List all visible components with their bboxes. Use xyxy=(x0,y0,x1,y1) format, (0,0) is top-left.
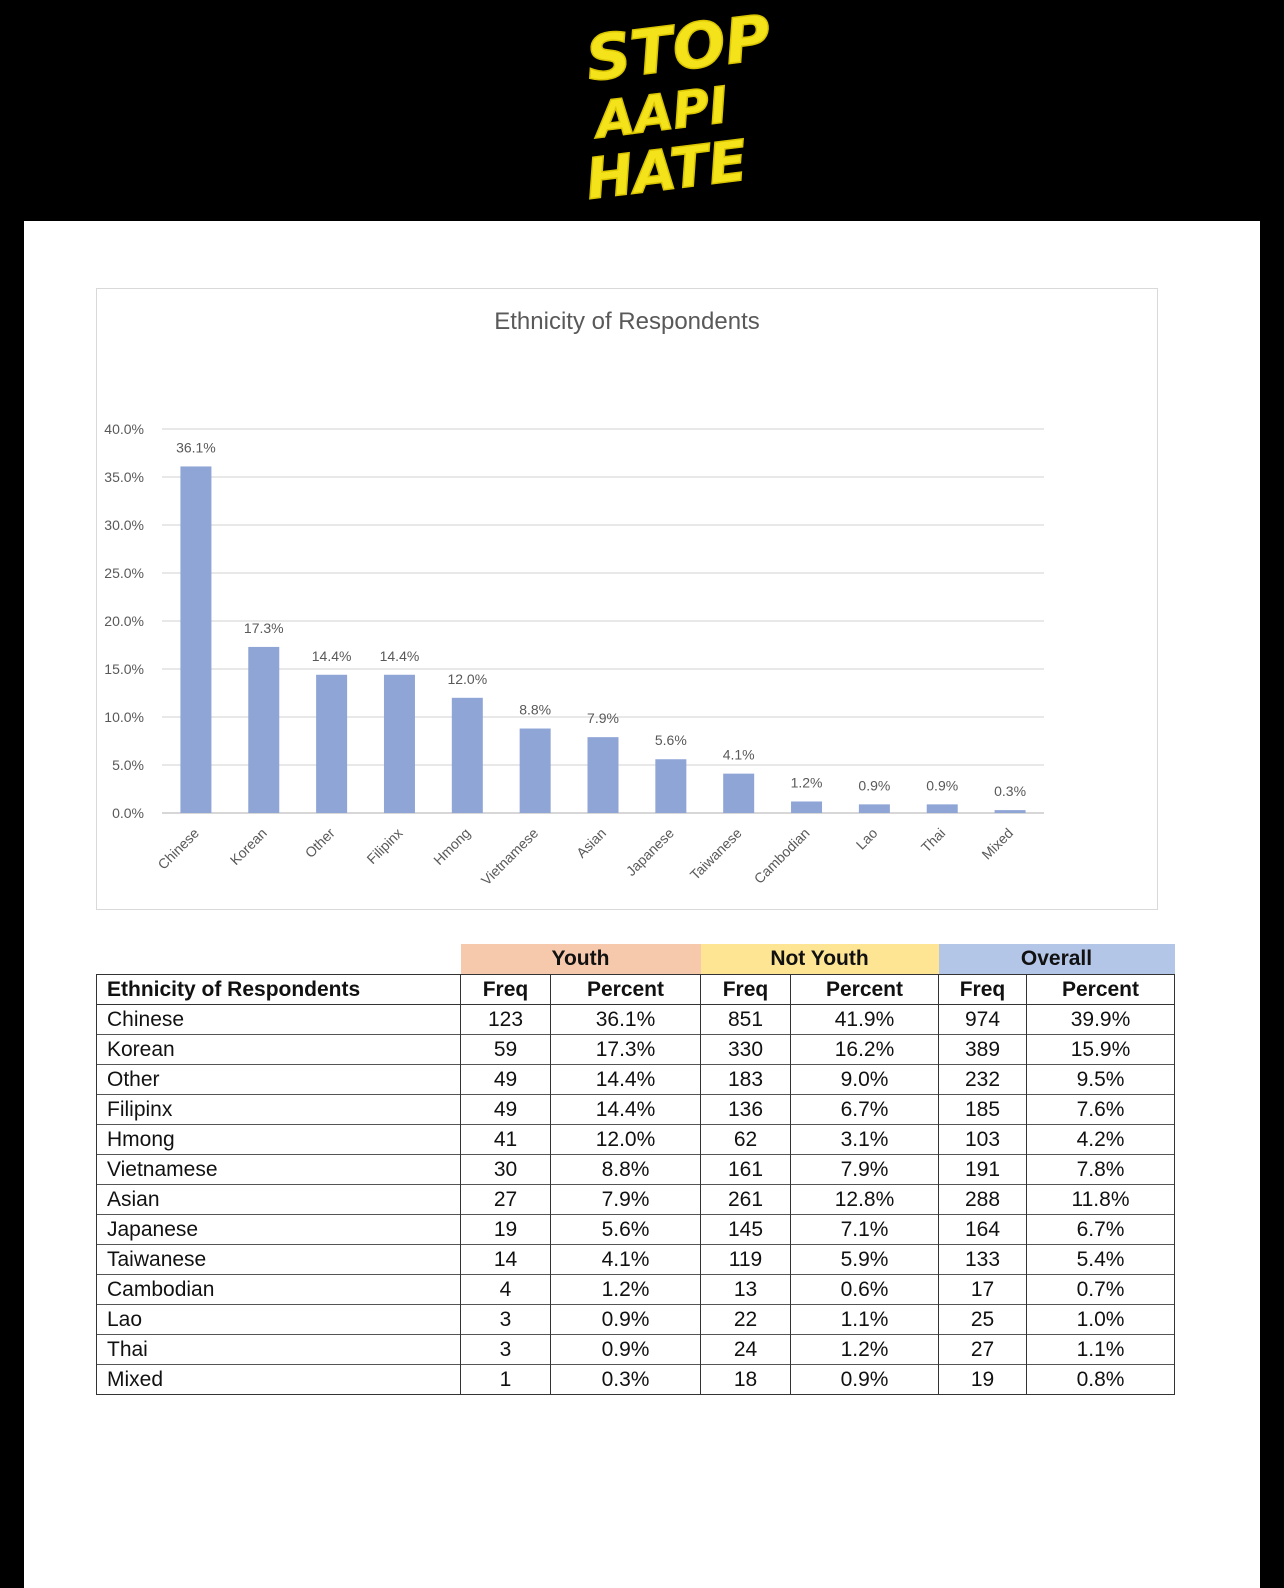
frequency-table xyxy=(96,944,1175,1395)
cell-not-youth-freq: 145 xyxy=(701,1215,791,1245)
cell-ethnicity: Lao xyxy=(97,1305,461,1335)
cell-overall-freq: 133 xyxy=(939,1245,1027,1275)
table-row xyxy=(97,1275,1175,1305)
cell-not-youth-freq: 62 xyxy=(701,1125,791,1155)
table-row xyxy=(97,1065,1175,1095)
bar-cambodian xyxy=(791,801,822,813)
table-row xyxy=(97,1005,1175,1035)
x-tick-label: Lao xyxy=(852,824,881,853)
column-header-not-youth-freq: Freq xyxy=(701,975,791,1005)
group-header-overall: Overall xyxy=(939,944,1175,975)
cell-not-youth-percent: 41.9% xyxy=(791,1005,939,1035)
cell-not-youth-percent: 6.7% xyxy=(791,1095,939,1125)
y-tick-label: 15.0% xyxy=(104,661,144,677)
x-tick-label: Vietnamese xyxy=(477,824,542,889)
group-header-spacer xyxy=(97,944,461,975)
cell-youth-freq: 3 xyxy=(461,1335,551,1365)
cell-not-youth-freq: 851 xyxy=(701,1005,791,1035)
cell-youth-freq: 19 xyxy=(461,1215,551,1245)
x-tick-label: Thai xyxy=(917,824,949,856)
cell-ethnicity: Vietnamese xyxy=(97,1155,461,1185)
cell-ethnicity: Mixed xyxy=(97,1365,461,1395)
cell-ethnicity: Other xyxy=(97,1065,461,1095)
cell-not-youth-freq: 330 xyxy=(701,1035,791,1065)
table-row xyxy=(97,1095,1175,1125)
x-tick-label: Japanese xyxy=(622,824,677,880)
cell-youth-freq: 4 xyxy=(461,1275,551,1305)
cell-youth-freq: 14 xyxy=(461,1245,551,1275)
data-label: 36.1% xyxy=(176,439,216,456)
data-label: 7.9% xyxy=(587,710,619,727)
cell-overall-percent: 0.7% xyxy=(1027,1275,1175,1305)
cell-not-youth-percent: 5.9% xyxy=(791,1245,939,1275)
x-tick-label: Other xyxy=(301,824,338,861)
x-tick-label: Mixed xyxy=(978,824,1017,863)
bar-korean xyxy=(248,647,279,813)
cell-overall-percent: 4.2% xyxy=(1027,1125,1175,1155)
cell-overall-percent: 1.1% xyxy=(1027,1335,1175,1365)
data-label: 4.1% xyxy=(722,746,755,763)
cell-youth-freq: 1 xyxy=(461,1365,551,1395)
cell-overall-freq: 103 xyxy=(939,1125,1027,1155)
header-banner xyxy=(24,0,1260,221)
cell-youth-percent: 0.3% xyxy=(551,1365,701,1395)
table-row xyxy=(97,1215,1175,1245)
data-label: 1.2% xyxy=(790,774,823,791)
cell-not-youth-percent: 0.6% xyxy=(791,1275,939,1305)
cell-ethnicity: Cambodian xyxy=(97,1275,461,1305)
cell-overall-freq: 288 xyxy=(939,1185,1027,1215)
cell-overall-freq: 25 xyxy=(939,1305,1027,1335)
cell-overall-freq: 17 xyxy=(939,1275,1027,1305)
cell-youth-freq: 41 xyxy=(461,1125,551,1155)
cell-not-youth-freq: 183 xyxy=(701,1065,791,1095)
cell-youth-percent: 7.9% xyxy=(551,1185,701,1215)
cell-youth-percent: 5.6% xyxy=(551,1215,701,1245)
cell-overall-freq: 389 xyxy=(939,1035,1027,1065)
y-tick-label: 35.0% xyxy=(104,469,144,485)
cell-not-youth-percent: 9.0% xyxy=(791,1065,939,1095)
cell-overall-percent: 11.8% xyxy=(1027,1185,1175,1215)
data-label: 17.3% xyxy=(243,619,284,636)
cell-not-youth-freq: 136 xyxy=(701,1095,791,1125)
cell-overall-percent: 9.5% xyxy=(1027,1065,1175,1095)
cell-overall-freq: 27 xyxy=(939,1335,1027,1365)
cell-not-youth-percent: 1.1% xyxy=(791,1305,939,1335)
cell-overall-percent: 15.9% xyxy=(1027,1035,1175,1065)
x-tick-label: Taiwanese xyxy=(686,824,745,883)
stop-aapi-hate-logo xyxy=(544,0,775,213)
data-label: 14.4% xyxy=(311,647,352,664)
column-header-youth-freq: Freq xyxy=(461,975,551,1005)
cell-youth-freq: 3 xyxy=(461,1305,551,1335)
bar-lao xyxy=(859,804,890,813)
logo-line-2: AAPI xyxy=(592,75,732,150)
x-tick-label: Korean xyxy=(226,824,270,869)
page xyxy=(24,0,1260,1588)
group-header-row xyxy=(97,944,1175,975)
column-header-overall-freq: Freq xyxy=(939,975,1027,1005)
bar-other xyxy=(316,675,347,813)
chart-container xyxy=(96,288,1158,910)
cell-youth-freq: 30 xyxy=(461,1155,551,1185)
bar-chinese xyxy=(180,466,211,813)
group-header-not-youth: Not Youth xyxy=(701,944,939,975)
column-header-youth-percent: Percent xyxy=(551,975,701,1005)
bar-japanese xyxy=(655,759,686,813)
cell-overall-percent: 0.8% xyxy=(1027,1365,1175,1395)
bar-filipinx xyxy=(384,675,415,813)
table-row xyxy=(97,1365,1175,1395)
cell-youth-percent: 0.9% xyxy=(551,1305,701,1335)
cell-ethnicity: Taiwanese xyxy=(97,1245,461,1275)
bar-asian xyxy=(588,737,619,813)
data-label: 5.6% xyxy=(654,732,687,749)
cell-youth-percent: 8.8% xyxy=(551,1155,701,1185)
cell-not-youth-percent: 1.2% xyxy=(791,1335,939,1365)
table-row xyxy=(97,1185,1175,1215)
cell-not-youth-percent: 7.1% xyxy=(791,1215,939,1245)
logo-line-1: STOP xyxy=(582,0,775,96)
cell-ethnicity: Asian xyxy=(97,1185,461,1215)
data-label: 0.3% xyxy=(994,783,1027,800)
cell-not-youth-percent: 3.1% xyxy=(791,1125,939,1155)
cell-youth-freq: 27 xyxy=(461,1185,551,1215)
cell-ethnicity: Japanese xyxy=(97,1215,461,1245)
x-tick-label: Hmong xyxy=(430,824,474,869)
cell-youth-freq: 59 xyxy=(461,1035,551,1065)
table-row xyxy=(97,1335,1175,1365)
cell-not-youth-percent: 0.9% xyxy=(791,1365,939,1395)
chart-title: Ethnicity of Respondents xyxy=(494,308,760,335)
table-body xyxy=(97,1005,1175,1395)
column-header-not-youth-percent: Percent xyxy=(791,975,939,1005)
table-row xyxy=(97,1245,1175,1275)
cell-ethnicity: Filipinx xyxy=(97,1095,461,1125)
cell-overall-percent: 6.7% xyxy=(1027,1215,1175,1245)
cell-ethnicity: Chinese xyxy=(97,1005,461,1035)
y-tick-label: 5.0% xyxy=(112,757,144,773)
bar-thai xyxy=(927,804,958,813)
cell-youth-percent: 14.4% xyxy=(551,1095,701,1125)
cell-not-youth-percent: 12.8% xyxy=(791,1185,939,1215)
table-row xyxy=(97,1035,1175,1065)
cell-not-youth-freq: 119 xyxy=(701,1245,791,1275)
cell-youth-percent: 14.4% xyxy=(551,1065,701,1095)
y-tick-label: 0.0% xyxy=(112,805,144,821)
data-label: 0.9% xyxy=(926,777,959,794)
frequency-table-container xyxy=(96,944,1175,1395)
table-row xyxy=(97,1305,1175,1335)
cell-overall-percent: 39.9% xyxy=(1027,1005,1175,1035)
group-header-youth: Youth xyxy=(461,944,701,975)
data-label: 0.9% xyxy=(858,777,891,794)
x-tick-label: Filipinx xyxy=(363,824,406,867)
bar-hmong xyxy=(452,698,483,813)
cell-youth-percent: 17.3% xyxy=(551,1035,701,1065)
cell-not-youth-freq: 18 xyxy=(701,1365,791,1395)
y-tick-label: 25.0% xyxy=(104,565,144,581)
column-header-overall-percent: Percent xyxy=(1027,975,1175,1005)
cell-not-youth-percent: 7.9% xyxy=(791,1155,939,1185)
cell-youth-freq: 49 xyxy=(461,1095,551,1125)
cell-overall-percent: 1.0% xyxy=(1027,1305,1175,1335)
cell-overall-freq: 232 xyxy=(939,1065,1027,1095)
column-header-row xyxy=(97,975,1175,1005)
cell-overall-freq: 19 xyxy=(939,1365,1027,1395)
y-tick-label: 30.0% xyxy=(104,517,144,533)
cell-youth-percent: 4.1% xyxy=(551,1245,701,1275)
cell-not-youth-freq: 24 xyxy=(701,1335,791,1365)
table-row xyxy=(97,1125,1175,1155)
bar-chart xyxy=(97,289,1157,909)
bar-mixed xyxy=(995,810,1026,813)
cell-ethnicity: Korean xyxy=(97,1035,461,1065)
cell-overall-freq: 164 xyxy=(939,1215,1027,1245)
y-tick-label: 20.0% xyxy=(104,613,144,629)
x-tick-label: Chinese xyxy=(154,824,203,873)
y-tick-label: 40.0% xyxy=(104,421,144,437)
cell-not-youth-freq: 261 xyxy=(701,1185,791,1215)
bar-vietnamese xyxy=(520,729,551,813)
cell-youth-percent: 36.1% xyxy=(551,1005,701,1035)
data-label: 14.4% xyxy=(379,647,420,664)
cell-overall-freq: 974 xyxy=(939,1005,1027,1035)
cell-ethnicity: Thai xyxy=(97,1335,461,1365)
cell-overall-percent: 5.4% xyxy=(1027,1245,1175,1275)
data-label: 8.8% xyxy=(519,701,552,718)
cell-youth-freq: 123 xyxy=(461,1005,551,1035)
cell-youth-percent: 0.9% xyxy=(551,1335,701,1365)
cell-ethnicity: Hmong xyxy=(97,1125,461,1155)
logo-line-3: HATE xyxy=(582,128,751,213)
x-tick-label: Cambodian xyxy=(750,824,813,887)
table-row xyxy=(97,1155,1175,1185)
cell-overall-freq: 185 xyxy=(939,1095,1027,1125)
cell-youth-freq: 49 xyxy=(461,1065,551,1095)
cell-youth-percent: 12.0% xyxy=(551,1125,701,1155)
cell-not-youth-percent: 16.2% xyxy=(791,1035,939,1065)
x-tick-label: Asian xyxy=(573,824,610,861)
cell-not-youth-freq: 13 xyxy=(701,1275,791,1305)
bar-taiwanese xyxy=(723,774,754,813)
cell-overall-percent: 7.8% xyxy=(1027,1155,1175,1185)
cell-overall-percent: 7.6% xyxy=(1027,1095,1175,1125)
data-label: 12.0% xyxy=(447,670,488,687)
cell-overall-freq: 191 xyxy=(939,1155,1027,1185)
cell-youth-percent: 1.2% xyxy=(551,1275,701,1305)
column-header-ethnicity: Ethnicity of Respondents xyxy=(97,975,461,1005)
cell-not-youth-freq: 161 xyxy=(701,1155,791,1185)
cell-not-youth-freq: 22 xyxy=(701,1305,791,1335)
y-tick-label: 10.0% xyxy=(104,709,144,725)
